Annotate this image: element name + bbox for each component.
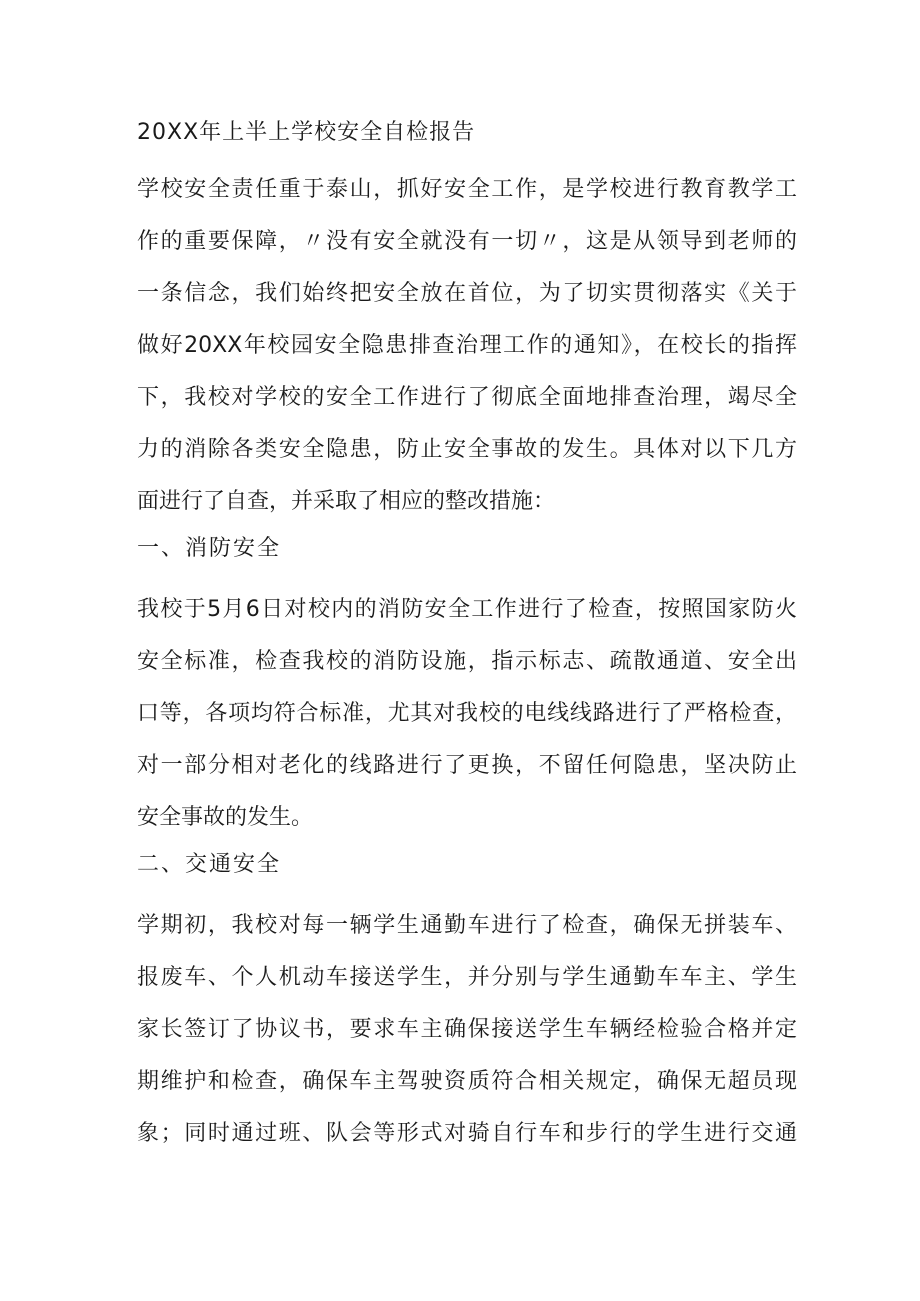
paragraph-line: 口等，各项均符合标准，尤其对我校的电线线路进行了严格检查，	[137, 701, 797, 726]
paragraph-line: 学期初，我校对每一辆学生通勤车进行了检查，确保无拼装车、	[137, 913, 797, 938]
paragraph-line: 安全标准，检查我校的消防设施，指示标志、疏散通道、安全出	[137, 649, 797, 674]
paragraph-line: 学校安全责任重于泰山，抓好安全工作，是学校进行教育教学工	[137, 177, 797, 202]
paragraph-line: 对一部分相对老化的线路进行了更换，不留任何隐患，坚决防止	[137, 753, 797, 778]
paragraph-line: 安全事故的发生。	[137, 805, 314, 830]
paragraph-line: 期维护和检查，确保车主驾驶资质符合相关规定，确保无超员现	[137, 1069, 797, 1094]
paragraph-line: 象；同时通过班、队会等形式对骑自行车和步行的学生进行交通	[137, 1121, 797, 1146]
document-title: 20XX年上半上学校安全自检报告	[137, 120, 476, 145]
paragraph-line: 面进行了自查，并采取了相应的整改措施：	[137, 489, 556, 514]
section-heading-traffic-safety: 二、交通安全	[137, 852, 282, 877]
fire-safety-paragraph	[137, 584, 797, 844]
intro-paragraph	[137, 164, 797, 528]
paragraph-line: 作的重要保障，〃没有安全就没有一切〃，这是从领导到老师的	[137, 229, 797, 254]
paragraph-line: 我校于5月6日对校内的消防安全工作进行了检查，按照国家防火	[137, 597, 797, 622]
paragraph-line: 做好20XX年校园安全隐患排查治理工作的通知》，在校长的指挥	[137, 333, 797, 358]
traffic-safety-paragraph	[137, 900, 797, 1160]
paragraph-line: 家长签订了协议书，要求车主确保接送学生车辆经检验合格并定	[137, 1017, 797, 1042]
paragraph-line: 报废车、个人机动车接送学生，并分别与学生通勤车车主、学生	[137, 965, 797, 990]
paragraph-line: 力的消除各类安全隐患，防止安全事故的发生。具体对以下几方	[137, 437, 797, 462]
paragraph-line: 一条信念，我们始终把安全放在首位，为了切实贯彻落实《关于	[137, 281, 797, 306]
paragraph-line: 下，我校对学校的安全工作进行了彻底全面地排查治理，竭尽全	[137, 385, 797, 410]
section-heading-fire-safety: 一、消防安全	[137, 536, 282, 561]
